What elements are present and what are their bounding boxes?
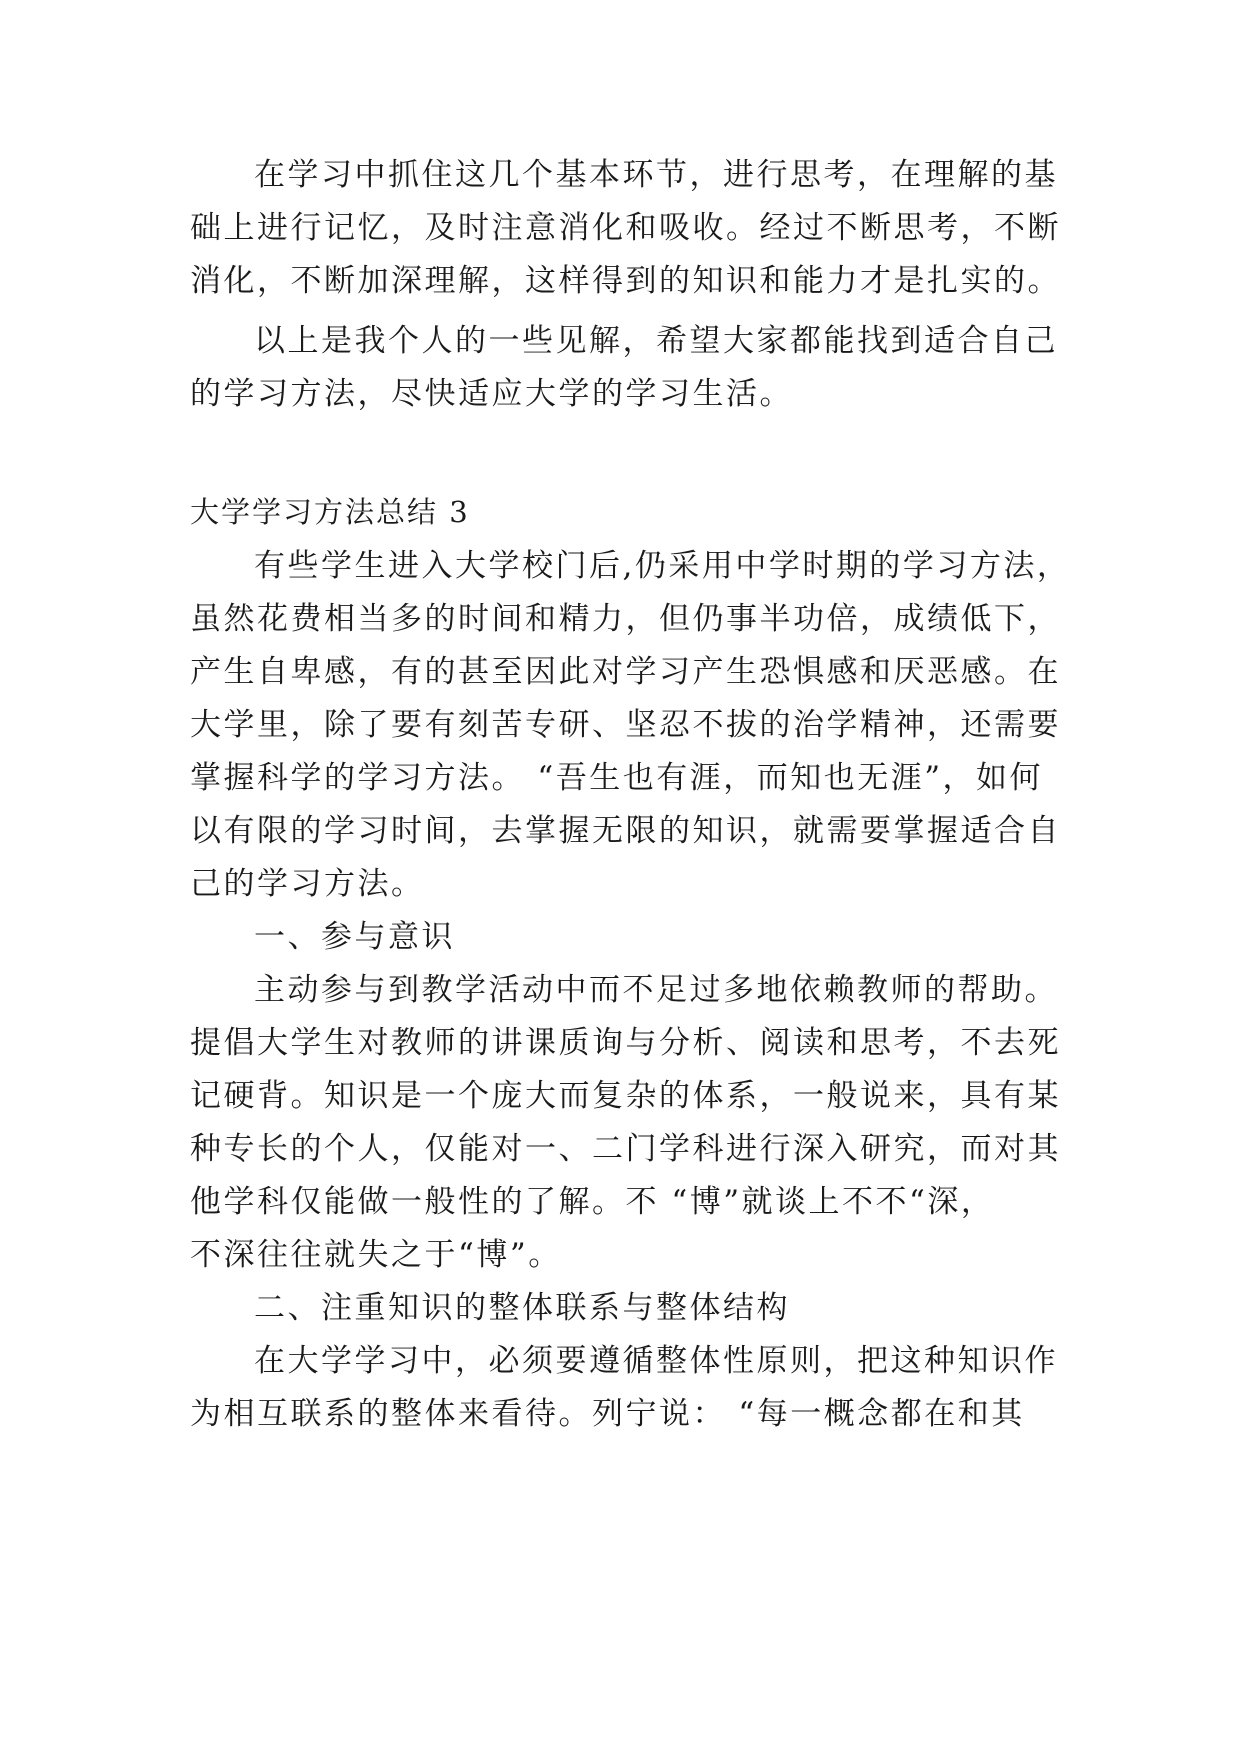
paragraph <box>190 1288 1090 1328</box>
paragraph <box>190 970 1090 1275</box>
paragraph-line: 产生自卑感，有的甚至因此对学习产生恐惧感和厌恶感。在 <box>190 654 1061 690</box>
section-heading: 大学学习方法总结 3 <box>190 495 470 529</box>
paragraph-line: 的学习方法，尽快适应大学的学习生活。 <box>190 376 793 412</box>
paragraph-line: 种专长的个人，仅能对一、二门学科进行深入研究，而对其 <box>190 1131 1061 1167</box>
paragraph-line: 提倡大学生对教师的讲课质询与分析、阅读和思考，不去死 <box>190 1025 1061 1061</box>
subsection-heading: 二、注重知识的整体联系与整体结构 <box>254 1290 790 1326</box>
paragraph <box>190 917 1090 957</box>
paragraph-line: 有些学生进入大学校门后,仍采用中学时期的学习方法， <box>254 548 1071 584</box>
paragraph <box>190 155 1090 301</box>
paragraph-line: 大学里，除了要有刻苦专研、坚忍不拔的治学精神，还需要 <box>190 707 1061 743</box>
document-page <box>190 155 1090 1434</box>
paragraph-line: 掌握科学的学习方法。 “吾生也有涯，而知也无涯”，如何 <box>190 760 1044 796</box>
paragraph-line: 以有限的学习时间，去掌握无限的知识，就需要掌握适合自 <box>190 813 1061 849</box>
paragraph-line: 以上是我个人的一些见解，希望大家都能找到适合自己 <box>254 323 1058 359</box>
paragraph-line: 消化，不断加深理解，这样得到的知识和能力才是扎实的。 <box>190 263 1061 299</box>
paragraph-line: 虽然花费相当多的时间和精力，但仍事半功倍，成绩低下， <box>190 601 1061 637</box>
paragraph-line: 在大学学习中，必须要遵循整体性原则，把这种知识作 <box>254 1343 1058 1379</box>
paragraph-line: 在学习中抓住这几个基本环节，进行思考，在理解的基 <box>254 157 1058 193</box>
paragraph <box>190 1341 1090 1434</box>
paragraph-line: 主动参与到教学活动中而不足过多地依赖教师的帮助。 <box>254 972 1058 1008</box>
paragraph-line: 他学科仅能做一般性的了解。不 “博”就谈上不不“深， <box>190 1184 995 1220</box>
paragraph-line: 为相互联系的整体来看待。列宁说： “每一概念都在和其 <box>190 1396 1025 1432</box>
paragraph-line: 础上进行记忆，及时注意消化和吸收。经过不断思考，不断 <box>190 210 1061 246</box>
subsection-heading: 一、参与意识 <box>254 919 455 955</box>
paragraph-line: 己的学习方法。 <box>190 866 425 902</box>
paragraph <box>190 546 1090 904</box>
paragraph-line: 记硬背。知识是一个庞大而复杂的体系，一般说来，具有某 <box>190 1078 1061 1114</box>
paragraph-line: 不深往往就失之于“博”。 <box>190 1237 562 1273</box>
paragraph <box>190 321 1090 414</box>
